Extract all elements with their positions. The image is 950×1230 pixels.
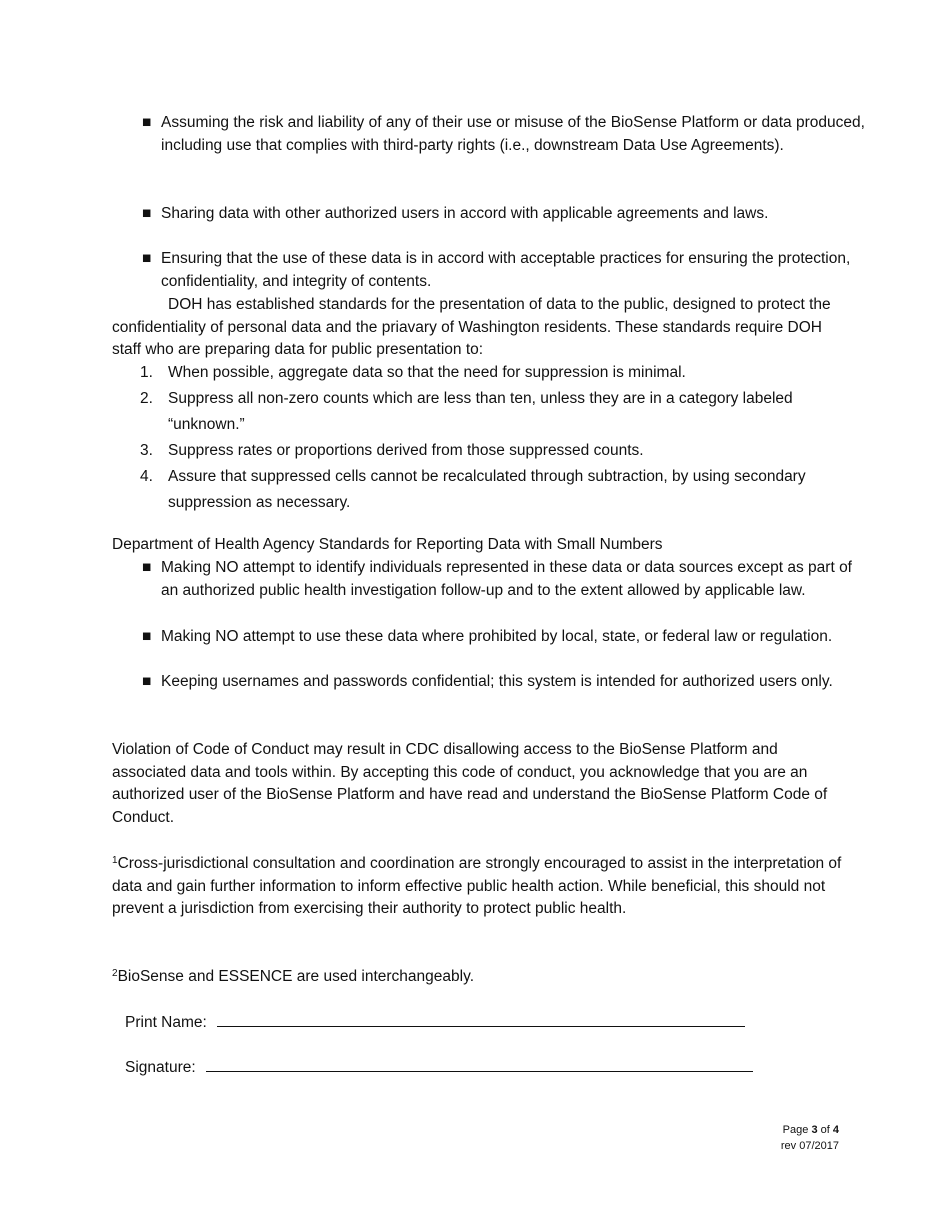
bullet-square-icon: ■ xyxy=(142,114,152,131)
item-text: Suppress rates or proportions derived from those suppressed counts. xyxy=(168,442,644,459)
footnote-2 xyxy=(112,966,847,989)
bullet-text: Assuming the risk and liability of any of their use or misuse of the BioSense Platform or data produced, including use that complies with third-party rights (i.e., downstream Data Use Agreements). xyxy=(161,114,865,154)
bullet-square-icon: ■ xyxy=(142,205,152,222)
bullet-text: Making NO attempt to use these data where prohibited by local, state, or federal law or regulation. xyxy=(161,628,833,645)
print-name-field[interactable] xyxy=(217,1012,745,1027)
bullet-text: Keeping usernames and passwords confidential; this system is intended for authorized users only. xyxy=(161,673,833,690)
bullet-sharing-data xyxy=(142,203,866,226)
bullet-square-icon: ■ xyxy=(142,559,152,576)
footnote-1 xyxy=(112,853,847,921)
bullet-square-icon: ■ xyxy=(142,673,152,690)
of-word: of xyxy=(820,1124,830,1136)
item-number: 2. xyxy=(140,390,153,407)
print-name-label: Print Name: xyxy=(125,1014,207,1031)
bullet-text: Sharing data with other authorized users in accord with applicable agreements and laws. xyxy=(161,205,769,222)
revision-date: rev 07/2017 xyxy=(780,1140,839,1152)
bullet-risk-liability xyxy=(142,112,866,157)
signature-field[interactable] xyxy=(206,1057,753,1072)
footnote-text: Cross-jurisdictional consultation and coordination are strongly encouraged to assist in the interpretation of data and gain further information to inform effective public health action. While beneficial, this should not prevent a jurisdiction from exercising their authority to protect public health. xyxy=(112,855,842,918)
bullet-text: Ensuring that the use of these data is in accord with acceptable practices for ensuring the protection, confidentiality, and integrity of contents. xyxy=(161,250,851,290)
footnote-text: BioSense and ESSENCE are used interchangeably. xyxy=(117,968,474,985)
doh-standards-paragraph: DOH has established standards for the presentation of data to the public, designed to protect the confidentiality of personal data and the priavary of Washington residents. These standards require DOH staff who are preparing data for public presentation to: xyxy=(112,296,831,359)
footnote-mark: 1 xyxy=(112,855,118,866)
numbered-item-4 xyxy=(140,464,858,516)
page-footer xyxy=(781,1122,839,1154)
item-number: 1. xyxy=(140,364,153,381)
item-text: Suppress all non-zero counts which are less than ten, unless they are in a category labeled “unknown.” xyxy=(168,390,793,433)
bullet-credentials xyxy=(142,671,866,694)
signature-label: Signature: xyxy=(125,1059,196,1076)
item-number: 4. xyxy=(140,468,153,485)
signature-row xyxy=(125,1057,753,1079)
numbered-item-3 xyxy=(140,438,858,464)
bullet-text: Making NO attempt to identify individuals represented in these data or data sources except as part of an authorized public health investigation follow-up and to the extent allowed by applicable law. xyxy=(161,559,852,599)
page-word: Page xyxy=(782,1124,809,1136)
print-name-row xyxy=(125,1012,745,1034)
bullet-square-icon: ■ xyxy=(142,628,152,645)
item-number: 3. xyxy=(140,442,153,459)
bullet-no-identify xyxy=(142,557,866,602)
bullet-square-icon: ■ xyxy=(142,250,152,267)
violation-paragraph: Violation of Code of Conduct may result in CDC disallowing access to the BioSense Platform and associated data and tools within. By accepting this code of conduct, you acknowledge that you are an authorized user of the BioSense Platform and have read and understand the BioSense Platform Code of Conduct. xyxy=(112,741,828,827)
footnote-mark: 2 xyxy=(112,968,118,979)
bullet-no-prohibited-use xyxy=(142,626,866,649)
page-current: 3 xyxy=(811,1124,818,1136)
numbered-item-2 xyxy=(140,386,858,438)
numbered-item-1 xyxy=(140,360,858,386)
item-text: When possible, aggregate data so that the need for suppression is minimal. xyxy=(168,364,686,381)
bullet-ensuring-use xyxy=(142,248,866,293)
standards-heading: Department of Health Agency Standards for Reporting Data with Small Numbers xyxy=(112,536,663,553)
page-total: 4 xyxy=(832,1124,839,1136)
page-number xyxy=(781,1122,839,1138)
item-text: Assure that suppressed cells cannot be recalculated through subtraction, by using secondary suppression as necessary. xyxy=(168,468,806,511)
